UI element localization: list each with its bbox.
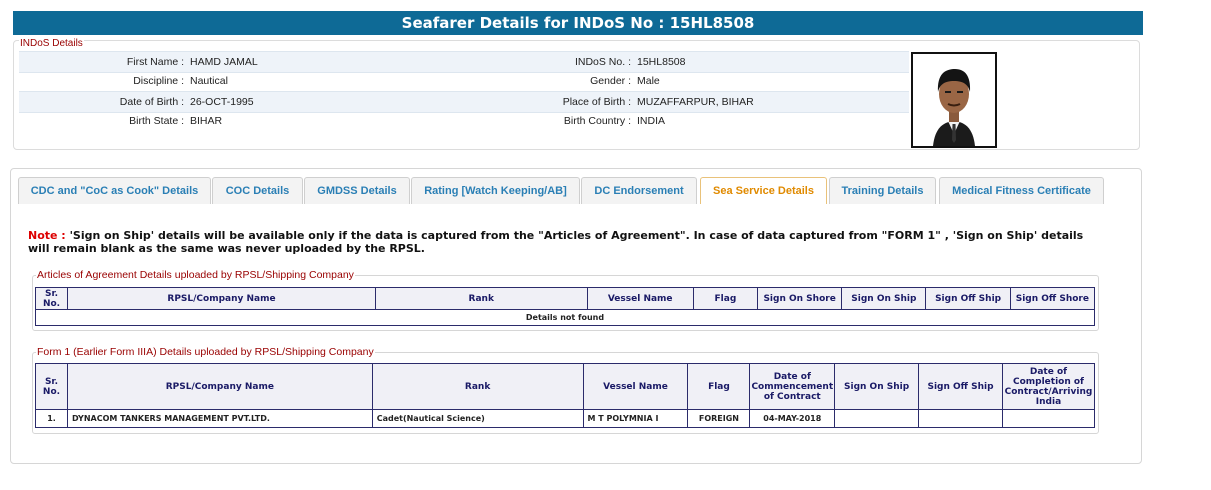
col-header-company: RPSL/Company Name: [68, 288, 376, 310]
sign-on-ship-note: [28, 229, 1108, 255]
col-header-sign-on-ship: Sign On Ship: [835, 364, 919, 410]
detail-row-birth: [19, 91, 909, 113]
birth-country-label: Birth Country :: [563, 115, 631, 127]
table-row: [36, 410, 1095, 428]
indos-no-value: 15HL8508: [637, 56, 686, 68]
birth-country-value: INDIA: [637, 115, 666, 127]
tab-medical-fitness-certificate[interactable]: Medical Fitness Certificate: [939, 177, 1104, 204]
cell-rank: Cadet(Nautical Science): [372, 410, 583, 428]
gender-value: Male: [637, 75, 660, 87]
indos-no-label: INDoS No. :: [574, 56, 631, 68]
col-header-sign-off-ship: Sign Off Ship: [926, 288, 1010, 310]
first-name-label: First Name :: [126, 56, 184, 68]
col-header-completion: Date of Completion of Contract/Arriving India: [1002, 364, 1094, 410]
cell-completion: [1002, 410, 1094, 428]
discipline-value: Nautical: [190, 75, 228, 87]
articles-table: [35, 287, 1095, 326]
details-tabs-panel: [10, 168, 1142, 464]
detail-row-discipline: [19, 71, 909, 91]
col-header-flag: Flag: [693, 288, 757, 310]
birth-state-label: Birth State :: [129, 115, 184, 127]
col-header-vessel: Vessel Name: [583, 364, 688, 410]
cell-flag: FOREIGN: [688, 410, 750, 428]
cell-sr-no: 1.: [36, 410, 68, 428]
cell-sign-on-ship: [835, 410, 919, 428]
tab-training-details[interactable]: Training Details: [829, 177, 936, 204]
col-header-sr-no: Sr. No.: [36, 364, 68, 410]
tab-sea-service-details[interactable]: Sea Service Details: [700, 177, 827, 204]
form1-header-row: [36, 364, 1095, 410]
portrait-image: [913, 54, 995, 146]
dob-label: Date of Birth :: [119, 96, 184, 108]
col-header-sr-no: Sr. No.: [36, 288, 68, 310]
col-header-vessel: Vessel Name: [587, 288, 693, 310]
details-not-found-message: Details not found: [36, 310, 1095, 326]
col-header-sign-off-ship: Sign Off Ship: [919, 364, 1003, 410]
col-header-sign-on-shore: Sign On Shore: [758, 288, 842, 310]
articles-empty-row: [36, 310, 1095, 326]
dob-value: 26-OCT-1995: [190, 96, 254, 108]
form1-section: [32, 346, 1099, 434]
col-header-commencement: Date of Commencement of Contract: [750, 364, 835, 410]
articles-header-row: [36, 288, 1095, 310]
articles-legend: Articles of Agreement Details uploaded by RPSL/Shipping Company: [37, 269, 354, 281]
tab-rating-watch-keeping[interactable]: Rating [Watch Keeping/AB]: [411, 177, 580, 204]
seafarer-photo: [911, 52, 997, 148]
cell-sign-off-ship: [919, 410, 1003, 428]
discipline-label: Discipline :: [133, 75, 184, 87]
place-of-birth-label: Place of Birth :: [562, 96, 631, 108]
col-header-company: RPSL/Company Name: [67, 364, 372, 410]
place-of-birth-value: MUZAFFARPUR, BIHAR: [637, 96, 754, 108]
articles-of-agreement-section: [32, 269, 1099, 331]
col-header-rank: Rank: [375, 288, 587, 310]
cell-company: DYNACOM TANKERS MANAGEMENT PVT.LTD.: [67, 410, 372, 428]
tab-coc-details[interactable]: COC Details: [212, 177, 303, 204]
first-name-value: HAMD JAMAL: [190, 56, 258, 68]
detail-row-birth-location: [19, 111, 909, 131]
tab-cdc-details[interactable]: CDC and "CoC as Cook" Details: [18, 177, 211, 204]
col-header-sign-on-ship: Sign On Ship: [842, 288, 926, 310]
col-header-sign-off-shore: Sign Off Shore: [1010, 288, 1094, 310]
note-text: 'Sign on Ship' details will be available only if the data is captured from the "Articles of Agreement". In case of data captured from "FORM 1" , 'Sign on Ship' details will remain blank as the same was never uploaded by the RPSL.: [28, 229, 1084, 255]
cell-commencement: 04-MAY-2018: [750, 410, 835, 428]
form1-table: [35, 363, 1095, 428]
note-label: Note :: [28, 229, 66, 242]
form1-legend: Form 1 (Earlier Form IIIA) Details uploaded by RPSL/Shipping Company: [37, 346, 374, 358]
indos-details-legend: INDoS Details: [20, 38, 83, 49]
tab-gmdss-details[interactable]: GMDSS Details: [304, 177, 410, 204]
cell-vessel: M T POLYMNIA I: [583, 410, 688, 428]
tab-dc-endorsement[interactable]: DC Endorsement: [581, 177, 697, 204]
col-header-flag: Flag: [688, 364, 750, 410]
page-title: Seafarer Details for INDoS No : 15HL8508: [13, 11, 1143, 35]
gender-label: Gender :: [590, 75, 631, 87]
birth-state-value: BIHAR: [190, 115, 223, 127]
detail-row-name: [19, 51, 909, 73]
col-header-rank: Rank: [372, 364, 583, 410]
